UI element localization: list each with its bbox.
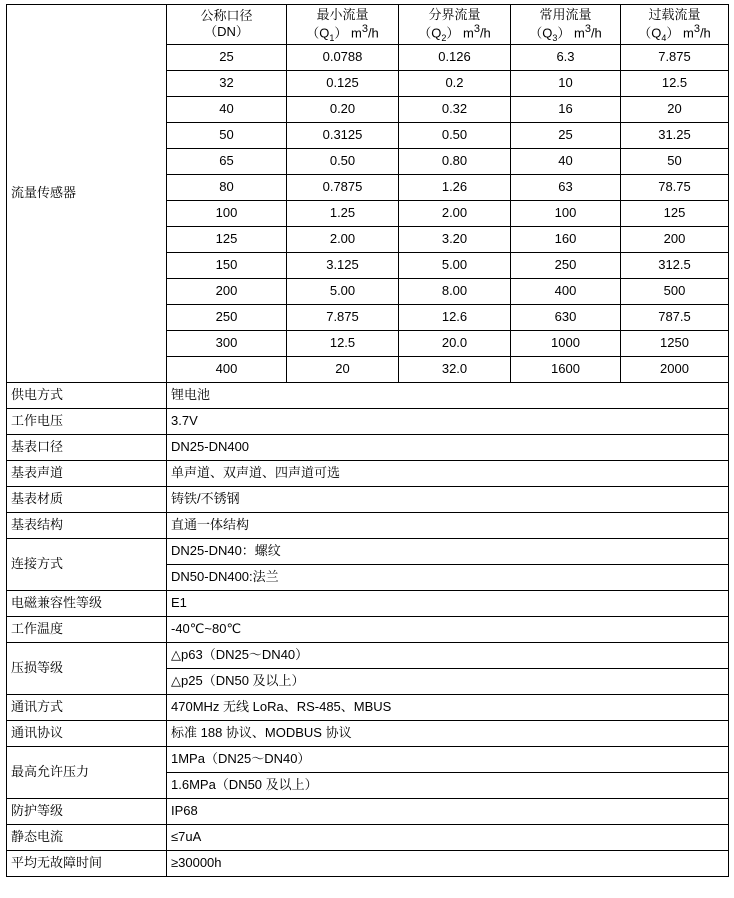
cell-q2: 0.126: [399, 44, 511, 70]
spec-row-mtbf: [7, 850, 729, 876]
spec-label: 平均无故障时间: [7, 850, 167, 876]
header-q2: [399, 5, 511, 45]
cell-dn: 25: [167, 44, 287, 70]
cell-q2: 2.00: [399, 200, 511, 226]
spec-value: E1: [167, 590, 729, 616]
spec-value-line2: 1.6MPa（DN50 及以上）: [167, 772, 729, 798]
spec-row-connection-line1: [7, 538, 729, 564]
header-q3-line2: $(Q_3)$ $m^3/h$: [529, 23, 602, 43]
cell-q3: 6.3: [511, 44, 621, 70]
header-q3: [511, 5, 621, 45]
spec-value: -40℃~80℃: [167, 616, 729, 642]
header-dn: [167, 5, 287, 45]
cell-q3: 630: [511, 304, 621, 330]
sensor-label-cell: [7, 5, 167, 383]
spec-label: 基表口径: [7, 434, 167, 460]
header-q2-line2: $(Q_2)$ $m^3/h$: [418, 23, 491, 43]
cell-q4: 78.75: [621, 174, 729, 200]
cell-q1: 20: [287, 356, 399, 382]
cell-q1: 1.25: [287, 200, 399, 226]
spec-value-line1: DN25-DN40：螺纹: [167, 538, 729, 564]
spec-row-static-current: [7, 824, 729, 850]
spec-value: 标准 188 协议、MODBUS 协议: [167, 720, 729, 746]
spec-label: 工作电压: [7, 408, 167, 434]
spec-row-communication-mode: [7, 694, 729, 720]
cell-q2: 12.6: [399, 304, 511, 330]
spec-value: DN25-DN400: [167, 434, 729, 460]
cell-q1: 5.00: [287, 278, 399, 304]
spec-value: 直通一体结构: [167, 512, 729, 538]
spec-value: ≥30000h: [167, 850, 729, 876]
cell-q3: 63: [511, 174, 621, 200]
cell-q4: 787.5: [621, 304, 729, 330]
spec-row-max-pressure-line1: [7, 746, 729, 772]
cell-q3: 160: [511, 226, 621, 252]
spec-row-working-voltage: [7, 408, 729, 434]
spec-row-communication-protocol: [7, 720, 729, 746]
spec-label: 压损等级: [7, 642, 167, 694]
spec-row-protection-class: [7, 798, 729, 824]
cell-q1: 0.50: [287, 148, 399, 174]
cell-q4: 50: [621, 148, 729, 174]
header-q4-line1: 过载流量: [648, 7, 701, 22]
header-q1-line1: 最小流量: [316, 7, 369, 22]
spec-value: 铸铁/不锈钢: [167, 486, 729, 512]
cell-dn: 125: [167, 226, 287, 252]
cell-q2: 8.00: [399, 278, 511, 304]
cell-q2: 32.0: [399, 356, 511, 382]
cell-dn: 50: [167, 122, 287, 148]
cell-q3: 40: [511, 148, 621, 174]
specification-table: [6, 4, 729, 877]
cell-dn: 250: [167, 304, 287, 330]
spec-label: 最高允许压力: [7, 746, 167, 798]
spec-label: 工作温度: [7, 616, 167, 642]
cell-q4: 312.5: [621, 252, 729, 278]
cell-q1: 0.7875: [287, 174, 399, 200]
cell-q2: 1.26: [399, 174, 511, 200]
cell-q3: 10: [511, 70, 621, 96]
cell-q1: 12.5: [287, 330, 399, 356]
cell-q1: 0.0788: [287, 44, 399, 70]
spec-row-working-temperature: [7, 616, 729, 642]
cell-q3: 1000: [511, 330, 621, 356]
cell-q3: 100: [511, 200, 621, 226]
cell-q4: 31.25: [621, 122, 729, 148]
cell-q3: 250: [511, 252, 621, 278]
header-dn-line2: （DN）: [204, 24, 249, 40]
spec-value-line2: DN50-DN400:法兰: [167, 564, 729, 590]
cell-q4: 500: [621, 278, 729, 304]
cell-dn: 100: [167, 200, 287, 226]
cell-q2: 0.32: [399, 96, 511, 122]
cell-q4: 20: [621, 96, 729, 122]
cell-dn: 65: [167, 148, 287, 174]
spec-row-channels: [7, 460, 729, 486]
cell-q3: 400: [511, 278, 621, 304]
spec-row-structure: [7, 512, 729, 538]
cell-q1: 7.875: [287, 304, 399, 330]
cell-q3: 16: [511, 96, 621, 122]
cell-q4: 125: [621, 200, 729, 226]
spec-row-emc-level: [7, 590, 729, 616]
spec-label: 通讯方式: [7, 694, 167, 720]
spec-row-power-supply: [7, 382, 729, 408]
spec-label: 基表材质: [7, 486, 167, 512]
flow-table-header-row: [7, 5, 729, 45]
spec-label: 基表结构: [7, 512, 167, 538]
header-q1-line2: $(Q_1)$ $m^3/h$: [306, 23, 379, 43]
cell-q3: 25: [511, 122, 621, 148]
header-q4-line2: $(Q_4)$ $m^3/h$: [638, 23, 711, 43]
spec-label: 基表声道: [7, 460, 167, 486]
spec-label: 电磁兼容性等级: [7, 590, 167, 616]
cell-dn: 400: [167, 356, 287, 382]
cell-q4: 7.875: [621, 44, 729, 70]
cell-q2: 5.00: [399, 252, 511, 278]
cell-dn: 80: [167, 174, 287, 200]
cell-q4: 1250: [621, 330, 729, 356]
cell-q3: 1600: [511, 356, 621, 382]
spec-value: IP68: [167, 798, 729, 824]
cell-q4: 2000: [621, 356, 729, 382]
cell-dn: 300: [167, 330, 287, 356]
spec-row-meter-diameter: [7, 434, 729, 460]
cell-q1: 3.125: [287, 252, 399, 278]
spec-value: 3.7V: [167, 408, 729, 434]
spec-label: 供电方式: [7, 382, 167, 408]
spec-value: 单声道、双声道、四声道可选: [167, 460, 729, 486]
cell-q2: 0.2: [399, 70, 511, 96]
cell-dn: 150: [167, 252, 287, 278]
cell-q2: 3.20: [399, 226, 511, 252]
cell-dn: 40: [167, 96, 287, 122]
cell-q2: 0.50: [399, 122, 511, 148]
header-q4: [621, 5, 729, 45]
header-q2-line1: 分界流量: [428, 7, 481, 22]
header-dn-line1: 公称口径: [200, 8, 253, 24]
cell-q4: 12.5: [621, 70, 729, 96]
cell-dn: 32: [167, 70, 287, 96]
header-q3-line1: 常用流量: [539, 7, 592, 22]
spec-label: 连接方式: [7, 538, 167, 590]
spec-label: 静态电流: [7, 824, 167, 850]
cell-q2: 20.0: [399, 330, 511, 356]
cell-q2: 0.80: [399, 148, 511, 174]
cell-q1: 0.20: [287, 96, 399, 122]
spec-value-line1: △p63（DN25～DN40）: [167, 642, 729, 668]
spec-value: 470MHz 无线 LoRa、RS-485、MBUS: [167, 694, 729, 720]
spec-value-line2: △p25（DN50 及以上）: [167, 668, 729, 694]
spec-value: 锂电池: [167, 382, 729, 408]
cell-q1: 2.00: [287, 226, 399, 252]
spec-value: ≤7uA: [167, 824, 729, 850]
cell-dn: 200: [167, 278, 287, 304]
cell-q4: 200: [621, 226, 729, 252]
cell-q1: 0.125: [287, 70, 399, 96]
cell-q1: 0.3125: [287, 122, 399, 148]
spec-value-line1: 1MPa（DN25～DN40）: [167, 746, 729, 772]
sensor-label: 流量传感器: [11, 185, 77, 201]
header-q1: [287, 5, 399, 45]
spec-label: 通讯协议: [7, 720, 167, 746]
spec-row-material: [7, 486, 729, 512]
spec-label: 防护等级: [7, 798, 167, 824]
spec-row-pressure-loss-line1: [7, 642, 729, 668]
